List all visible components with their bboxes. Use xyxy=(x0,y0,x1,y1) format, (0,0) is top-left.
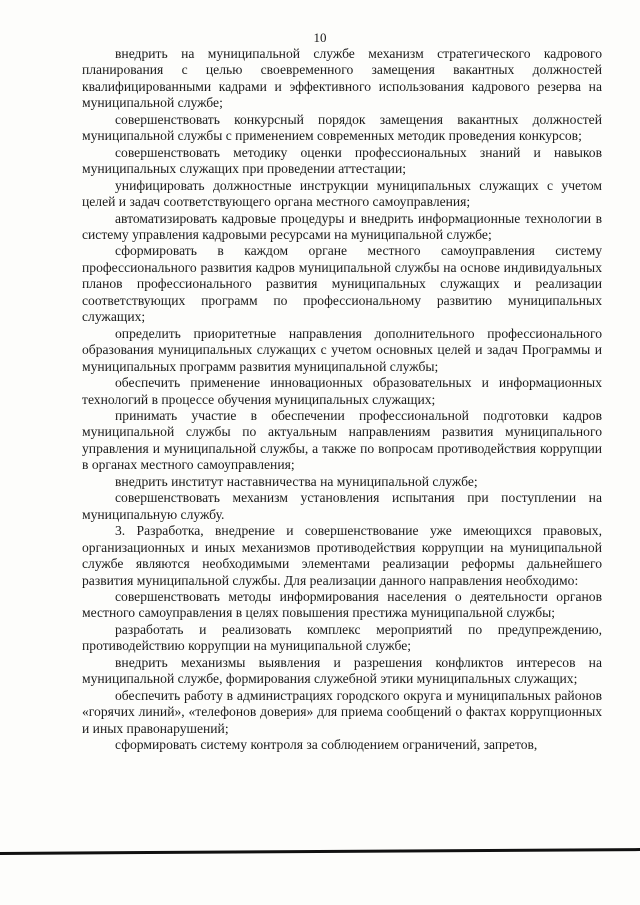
scan-edge-line xyxy=(0,848,640,855)
section-paragraph: 3. Разработка, внедрение и совершенствование уже имеющихся правовых, организационных и иных механизмов противодействия коррупции на муниципальной службе являются необходимыми элементами реализации реформы дальнейшего развития муниципальной службы. Для реализации данного направления необходимо: xyxy=(82,523,602,588)
paragraph: внедрить на муниципальной службе механизм стратегического кадрового планирования с целью своевременного замещения вакантных должностей квалифицированными кадрами и эффективного использования кадрового резерва на муниципальной службе; xyxy=(82,46,602,111)
paragraph: совершенствовать конкурсный порядок замещения вакантных должностей муниципальной службы с применением современных методик проведения конкурсов; xyxy=(82,111,602,144)
paragraph: принимать участие в обеспечении профессиональной подготовки кадров муниципальной службы по актуальным направлениям развития муниципального управления и муниципальной службы, а также по вопросам противодействия коррупции в органах местного самоуправления; xyxy=(82,407,602,473)
paragraph: разработать и реализовать комплекс мероприятий по предупреждению, противодействию коррупции на муниципальной службе; xyxy=(82,621,602,654)
paragraph: внедрить институт наставничества на муниципальной службе; xyxy=(115,473,478,489)
paragraph: совершенствовать методы информирования населения о деятельности органов местного самоуправления в целях повышения престижа муниципальной службы; xyxy=(82,588,602,621)
page-number: 10 xyxy=(313,30,327,45)
paragraph: совершенствовать методику оценки профессиональных знаний и навыков муниципальных служащих при проведении аттестации; xyxy=(82,144,602,177)
paragraph: унифицировать должностные инструкции муниципальных служащих с учетом целей и задач соответствующего органа местного самоуправления; xyxy=(82,177,602,210)
paragraph: обеспечить работу в администрациях городского округа и муниципальных районов «горячих линий», «телефонов доверия» для приема сообщений о фактах коррупционных и иных правонарушений; xyxy=(82,687,602,736)
paragraph: обеспечить применение инновационных образовательных и информационных технологий в процессе обучения муниципальных служащих; xyxy=(82,375,602,407)
paragraph: сформировать в каждом органе местного самоуправления систему профессионального развития кадров муниципальной службы на основе индивидуальных планов профессионального развития муниципальных служащих и реализации соответствующих программ по профессиональному развитию муниципальных служащих; xyxy=(82,243,602,325)
paragraph: внедрить механизмы выявления и разрешения конфликтов интересов на муниципальной службе, формирования служебной этики муниципальных служащих; xyxy=(82,654,602,687)
paragraph: автоматизировать кадровые процедуры и внедрить информационные технологии в систему управления кадровыми ресурсами на муниципальной службе; xyxy=(82,210,602,242)
paragraph: совершенствовать механизм установления испытания при поступлении на муниципальную службу. xyxy=(82,490,602,522)
body-text xyxy=(82,46,602,753)
paragraph: сформировать систему контроля за соблюдением ограничений, запретов, xyxy=(115,737,538,753)
paragraph: определить приоритетные направления дополнительного профессионального образования муниципальных служащих с учетом основных целей и задач Программы и муниципальных программ развития муниципальной службы; xyxy=(82,325,602,374)
